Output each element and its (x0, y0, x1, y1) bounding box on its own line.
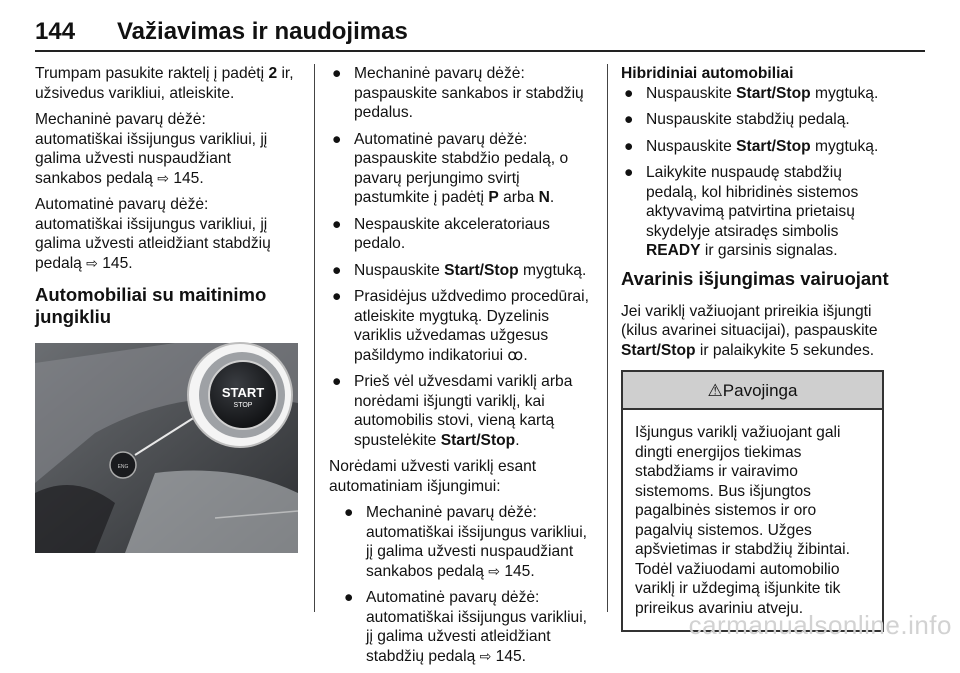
list-item: ● Mechaninė pavarų dėžė: automatiškai išsijungus varikliui, jį galima užvesti nuspaudžiant sankabos pedalą ⇨ 145. (344, 504, 588, 580)
paragraph-manual-gearbox: Mechaninė pavarų dėžė: automatiškai išsijungus varikliui, jį galima užvesti nuspaudžiant sankabos pedalą ⇨ 145. (35, 111, 268, 187)
page-reference-link[interactable]: 145. (102, 254, 133, 272)
list-item: ● Prieš vėl užvesdami variklį arba norėdami išjungti variklį, kai automobilis stovi, vieną kartą spustelėkite Start/Stop. (332, 373, 573, 449)
column-2 (329, 64, 609, 673)
danger-title: Pavojinga (722, 381, 798, 400)
paragraph-emergency-stop: Jei variklį važiuojant prireikia išjungti (kilus avarinei situacijai), paspauskite Start/Stop ir palaikykite 5 sekundes. (621, 302, 878, 359)
paragraph-key-start: Trumpam pasukite raktelį į padėtį 2 ir, užsivedus varikliui, atleiskite. (35, 65, 294, 102)
start-steps-list (329, 64, 609, 450)
list-item: ● Automatinė pavarų dėžė: automatiškai išsijungus varikliui, jį galima užvesti atleidžiant stabdžių pedalą ⇨ 145. (344, 589, 588, 665)
danger-text: Išjungus variklį važiuojant gali dingti energijos tiekimas stabdžiams ir vairavimo sistemoms. Bus išjungtos pagalbinės sistemos ir oro pagalvių sistemos. Užges apšvietimas ir stabdžių žibintai. Todėl važiuodami automobilio variklį ir uždegimą išjunkite tik prireikus avariniu atveju. (635, 424, 850, 617)
paragraph-autostop-start: Norėdami užvesti variklį esant automatiniam išjungimui: (329, 458, 537, 495)
autostop-list (329, 503, 609, 666)
dashboard-illustration (35, 343, 298, 553)
section-heading-power-switch: Automobiliai su maitinimo jungikliu (35, 284, 267, 327)
warning-triangle-icon: ⚠ (707, 381, 723, 400)
bullet-icon: ● (624, 137, 634, 155)
list-item: ● Nuspauskite Start/Stop mygtuką. (624, 84, 879, 102)
list-item: ● Nuspauskite stabdžių pedalą. (624, 111, 850, 128)
danger-warning-box (621, 370, 884, 632)
page-reference-link[interactable]: 145. (495, 647, 527, 665)
bullet-icon: ● (344, 504, 354, 521)
start-button-label: START (221, 385, 265, 400)
section-heading-emergency-stop: Avarinis išjungimas vairuojant (621, 267, 889, 289)
bullet-icon: ● (332, 65, 342, 82)
list-item: ● Nuspauskite Start/Stop mygtuką. (332, 261, 587, 279)
start-stop-button-photo (35, 343, 298, 553)
reference-arrow-icon: ⇨ (86, 254, 98, 271)
column-1 (35, 64, 300, 553)
page-reference-link[interactable]: 145. (504, 562, 535, 580)
list-item: ● Nespauskite akceleratoriaus pedalo. (332, 215, 550, 252)
bullet-icon: ● (624, 84, 634, 102)
column-3 (621, 64, 891, 632)
hybrid-heading: Hibridiniai automobiliai (621, 65, 794, 82)
bullet-icon: ● (332, 130, 342, 148)
header-rule (35, 50, 925, 52)
bullet-icon: ● (624, 164, 634, 181)
list-item: ● Prasidėjus uždvedimo procedūrai, atleiskite mygtuką. Dyzelinis variklis užvedamas užgesus pašildymo indikatoriui ꝏ. (332, 288, 589, 364)
page-title: Važiavimas ir naudojimas (117, 18, 408, 45)
list-item: ● Nuspauskite Start/Stop mygtuką. (624, 137, 879, 155)
page-number: 144 (35, 18, 76, 45)
list-item: ● Mechaninė pavarų dėžė: paspauskite sankabos ir stabdžių pedalus. (332, 65, 584, 121)
bullet-icon: ● (332, 288, 342, 305)
list-item: ● Laikykite nuspaudę stabdžių pedalą, kol hibridinės sistemos aktyvavimą patvirtina prietaisų skydelyje atsiradęs simbolis READY ir garsinis signalas. (624, 164, 859, 259)
danger-header (623, 372, 882, 410)
bullet-icon: ● (332, 373, 342, 390)
watermark: carmanualsonline.info (688, 610, 952, 640)
paragraph-automatic-gearbox: Automatinė pavarų dėžė: automatiškai išsijungus varikliui, jį galima užvesti atleidžiant stabdžių pedalą ⇨ 145. (35, 196, 271, 272)
list-item: ● Automatinė pavarų dėžė: paspauskite stabdžio pedalą, o pavarų perjungimo svirtį pastumkite į padėtį P arba N. (332, 130, 569, 206)
bullet-icon: ● (344, 589, 354, 606)
stop-button-label: STOP (233, 402, 253, 409)
page-reference-link[interactable]: 145. (173, 169, 204, 187)
reference-arrow-icon: ⇨ (157, 169, 169, 186)
svg-text:ENG: ENG (117, 464, 129, 470)
bullet-icon: ● (332, 215, 342, 233)
bullet-icon: ● (624, 111, 634, 128)
reference-arrow-icon: ⇨ (479, 647, 492, 664)
bullet-icon: ● (332, 261, 342, 279)
glow-plug-icon: ꝏ (507, 346, 524, 364)
reference-arrow-icon: ⇨ (488, 562, 500, 579)
page-header (35, 8, 925, 52)
column-divider (314, 64, 315, 612)
hybrid-steps-list (621, 84, 891, 261)
